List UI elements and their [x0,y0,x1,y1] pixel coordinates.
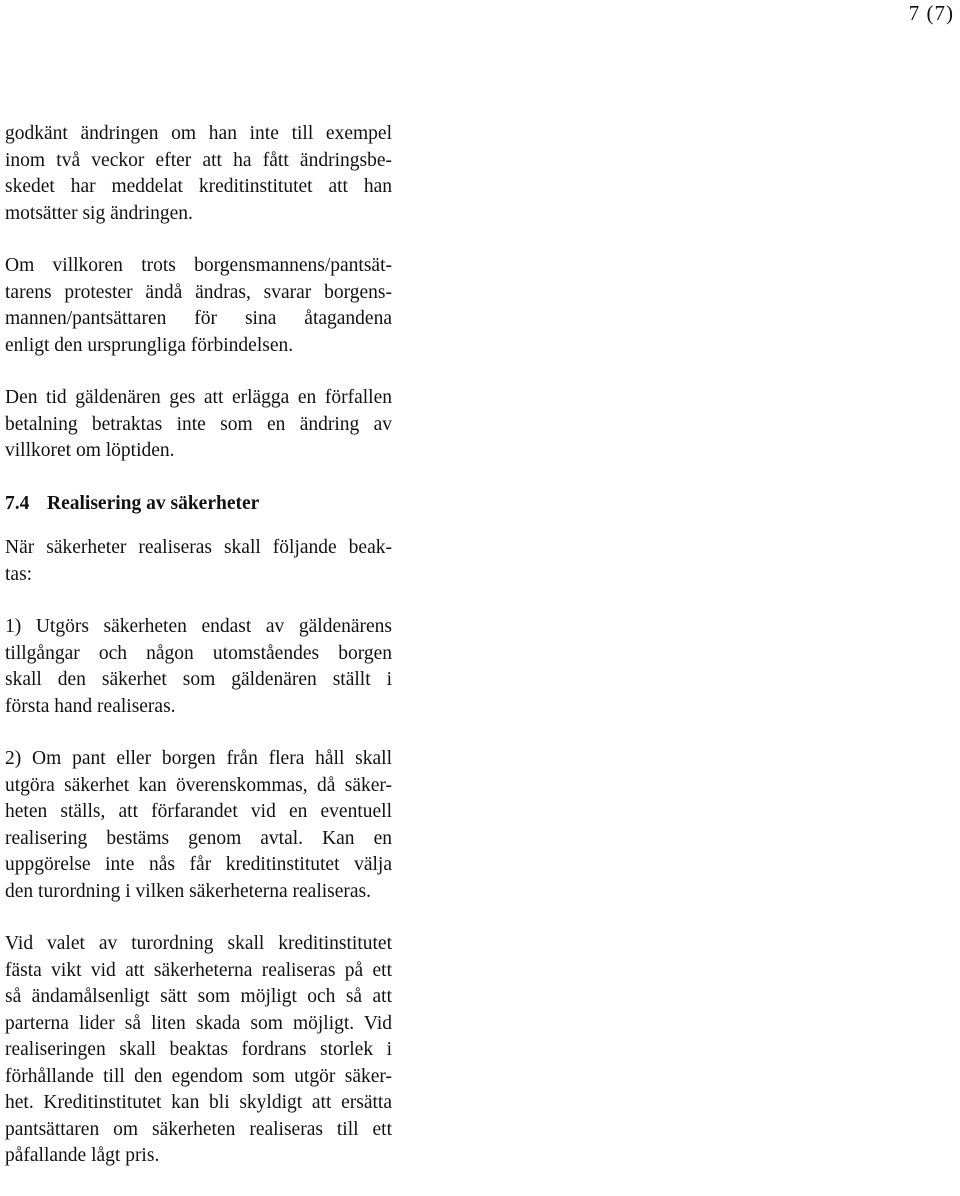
text-line: enligt den ursprungliga förbindelsen. [5,334,294,356]
section-title: Realisering av säkerheter [47,492,260,514]
text-line: realiseringen skall beaktas fordrans storlek i [5,1039,392,1060]
paragraph-rule-1 [5,614,392,720]
paragraph-payment-term [5,385,392,465]
page-number: 7 (7) [908,1,954,25]
text-line: påfallande lågt pris. [5,1145,160,1166]
text-line: godkänt ändringen om han inte till exempel [5,123,392,144]
text-line: tas: [5,563,33,585]
text-line: betalning betraktas inte som en ändring av [5,413,392,435]
text-line: Den tid gäldenären ges att erlägga en förfallen [5,387,392,408]
text-line: skedet har meddelat kreditinstitutet att han [5,176,392,197]
text-line: tillgångar och någon utomståendes borgen [5,642,392,664]
document-body [5,121,392,1196]
text-line: skall den säkerhet som gäldenären ställt i [5,669,392,690]
text-line: uppgörelse inte nås får kreditinstitutet välja [5,854,392,875]
text-line: inom två veckor efter att ha fått ändringsbe- [5,149,392,171]
text-line: 2) Om pant eller borgen från flera håll skall [5,748,392,769]
text-line: realisering bestäms genom avtal. Kan en [5,827,392,849]
text-line: mannen/pantsättaren för sina åtagandena [5,308,392,329]
text-line: förhållande till den egendom som utgör säker- [5,1065,392,1087]
text-line: 1) Utgörs säkerheten endast av gäldenärens [5,616,392,637]
text-line: pantsättaren om säkerheten realiseras till ett [5,1118,392,1140]
text-line: så ändamålsenligt sätt som möjligt och så att [5,986,392,1007]
text-line: fästa vikt vid att säkerheterna realiseras på ett [5,959,392,981]
text-line: parterna lider så liten skada som möjligt. Vid [5,1012,392,1034]
text-line: heten ställs, att förfarandet vid en eventuell [5,801,392,822]
text-line: utgöra säkerhet kan överenskommas, då säker- [5,774,392,796]
text-line: motsätter sig ändringen. [5,202,193,224]
text-line: När säkerheter realiseras skall följande beak- [5,537,392,558]
section-number: 7.4 [5,492,30,514]
text-line: Vid valet av turordning skall kreditinstitutet [5,933,392,954]
paragraph-guarantor-liability [5,253,392,359]
paragraph-intro [5,535,392,588]
text-line: Om villkoren trots borgensmannens/pantsät- [5,255,392,276]
text-line: tarens protester ändå ändras, svarar borgens- [5,281,392,303]
section-heading [5,491,392,518]
text-line: första hand realiseras. [5,695,176,717]
paragraph-change-approval [5,121,392,227]
text-line: het. Kreditinstitutet kan bli skyldigt att ersätta [5,1092,392,1113]
paragraph-order-choice [5,931,392,1170]
paragraph-rule-2 [5,746,392,905]
text-line: den turordning i vilken säkerheterna realiseras. [5,880,372,902]
text-line: villkoret om löptiden. [5,440,175,461]
